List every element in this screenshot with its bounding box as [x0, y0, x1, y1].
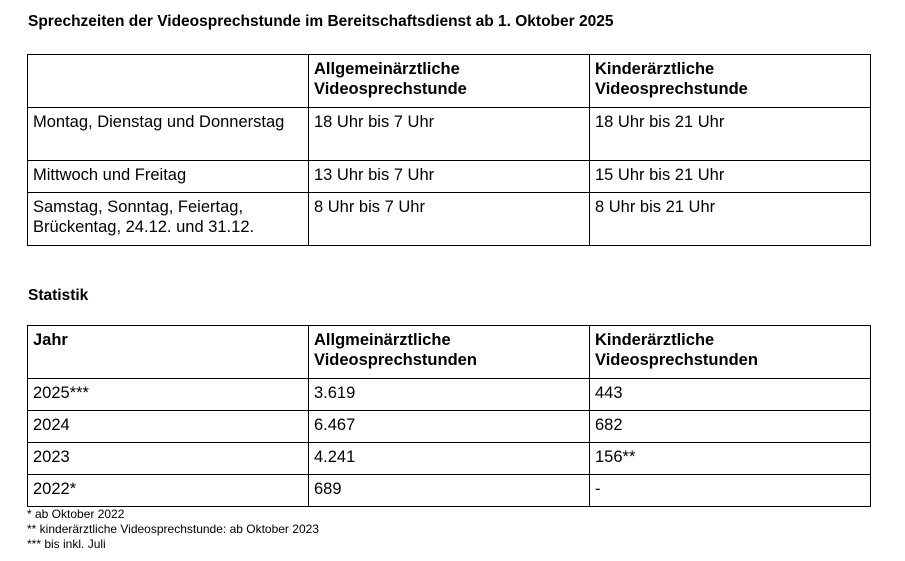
statistik-heading: Statistik	[28, 287, 89, 304]
schedule-day-cell: Mittwoch und Freitag	[28, 161, 309, 193]
schedule-table	[27, 54, 871, 246]
table-row	[28, 443, 871, 475]
schedule-time-cell: 18 Uhr bis 7 Uhr	[309, 108, 590, 161]
schedule-time-cell: 15 Uhr bis 21 Uhr	[590, 161, 871, 193]
statistik-value-cell: 156**	[590, 443, 871, 475]
statistik-year-cell: 2025***	[28, 379, 309, 411]
statistik-year-cell: 2024	[28, 411, 309, 443]
schedule-header-cell: Kinderärztliche Videosprechstunde	[590, 55, 871, 108]
statistik-header-cell: Allgmeinärztliche Videosprechstunden	[309, 326, 590, 379]
table-row	[28, 475, 871, 507]
statistik-value-cell: -	[590, 475, 871, 507]
statistik-table	[27, 325, 871, 507]
table-row	[28, 411, 871, 443]
statistik-year-cell: 2022*	[28, 475, 309, 507]
schedule-time-cell: 8 Uhr bis 21 Uhr	[590, 193, 871, 246]
table-row	[28, 161, 871, 193]
page-title: Sprechzeiten der Videosprechstunde im Bereitschaftsdienst ab 1. Oktober 2025	[28, 13, 614, 30]
statistik-value-cell: 3.619	[309, 379, 590, 411]
statistik-value-cell: 682	[590, 411, 871, 443]
table-row	[28, 379, 871, 411]
schedule-header-cell: Allgemeinärztliche Videosprechstunde	[309, 55, 590, 108]
table-row	[28, 108, 871, 161]
statistik-value-cell: 443	[590, 379, 871, 411]
footnote: ** kinderärztliche Videosprechstunde: ab Oktober 2023	[27, 522, 319, 536]
statistik-value-cell: 6.467	[309, 411, 590, 443]
footnotes	[27, 507, 319, 552]
schedule-day-cell: Montag, Dienstag und Donnerstag	[28, 108, 309, 161]
statistik-value-cell: 689	[309, 475, 590, 507]
schedule-time-cell: 13 Uhr bis 7 Uhr	[309, 161, 590, 193]
footnote: * ab Oktober 2022	[27, 507, 125, 521]
statistik-header-cell: Kinderärztliche Videosprechstunden	[590, 326, 871, 379]
schedule-header-cell	[28, 55, 309, 108]
statistik-year-cell: 2023	[28, 443, 309, 475]
table-row	[28, 193, 871, 246]
statistik-value-cell: 4.241	[309, 443, 590, 475]
schedule-time-cell: 18 Uhr bis 21 Uhr	[590, 108, 871, 161]
statistik-header-cell: Jahr	[28, 326, 309, 379]
footnote: *** bis inkl. Juli	[27, 537, 106, 551]
schedule-day-cell: Samstag, Sonntag, Feiertag, Brückentag, 24.12. und 31.12.	[28, 193, 309, 246]
schedule-time-cell: 8 Uhr bis 7 Uhr	[309, 193, 590, 246]
schedule-header-row	[28, 55, 871, 108]
statistik-header-row	[28, 326, 871, 379]
